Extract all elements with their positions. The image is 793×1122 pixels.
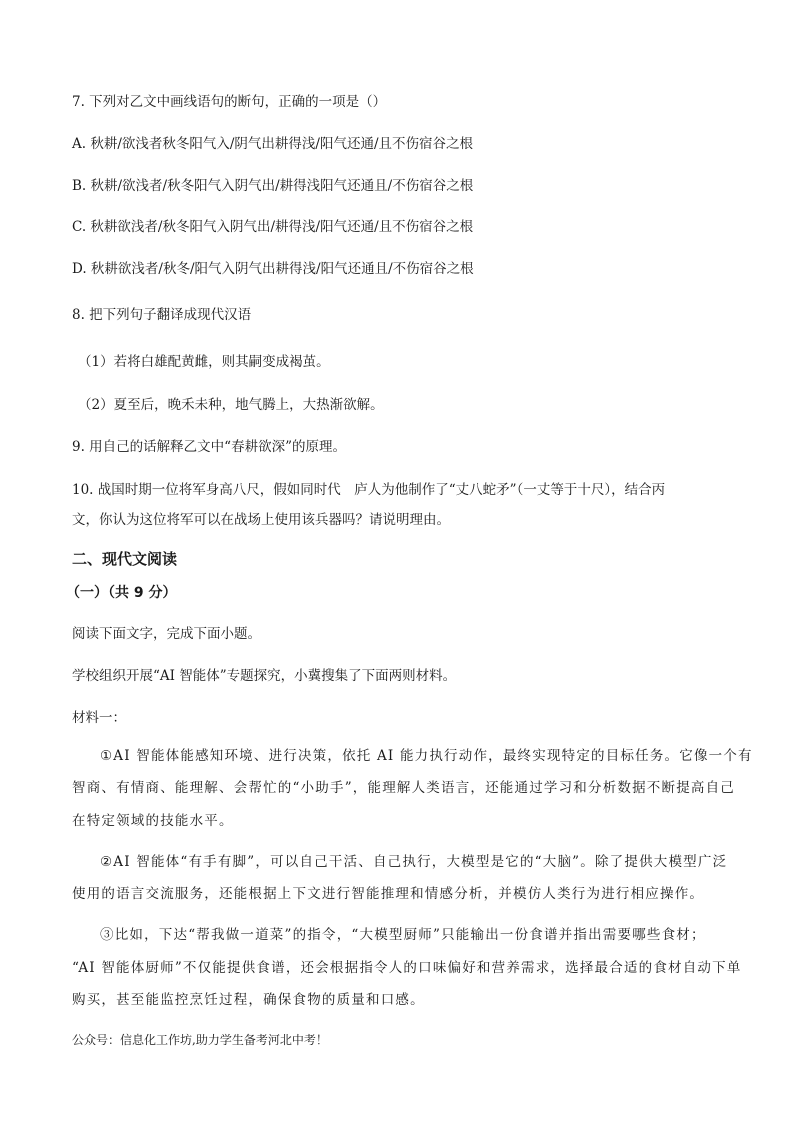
- material-label: 材料一：: [72, 710, 126, 726]
- material-p2-line-1: ②AI 智能体“有手有脚”，可以自己干活、自己执行，大模型是它的“大脑”。除了提供大模型广泛: [100, 854, 728, 870]
- q8-item-2: （2）夏至后，晚禾未种，地气腾上，大热渐欲解。: [78, 397, 384, 413]
- q9-stem: 9. 用自己的话解释乙文中“春耕欲深”的原理。: [72, 439, 346, 455]
- q7-option-c: C. 秋耕欲浅者/秋冬阳气入阴气出/耕得浅/阳气还通/且不伤宿谷之根: [72, 219, 474, 235]
- q7-stem: 7. 下列对乙文中画线语句的断句，正确的一项是（）: [72, 94, 387, 110]
- material-p3-line-1: ③比如，下达“帮我做一道菜”的指令，“大模型厨师”只能输出一份食谱并指出需要哪些食材；: [100, 927, 706, 943]
- footer-note: 公众号：信息化工作坊,助力学生备考河北中考！: [72, 1033, 328, 1047]
- section-part: （一）（共 9 分）: [66, 585, 177, 601]
- material-p1-line-2: 智商、有情商、能理解、会帮忙的“小助手”，能理解人类语言，还能通过学习和分析数据不断提高自己: [72, 780, 736, 796]
- q10-line-2: 文，你认为这位将军可以在战场上使用该兵器吗？请说明理由。: [72, 512, 450, 528]
- q7-option-a: A. 秋耕/欲浅者秋冬阳气入/阴气出耕得浅/阳气还通/且不伤宿谷之根: [72, 136, 474, 152]
- q8-stem: 8. 把下列句子翻译成现代汉语: [72, 307, 252, 323]
- section-instruction: 阅读下面文字，完成下面小题。: [72, 626, 261, 642]
- material-p1-line-3: 在特定领域的技能水平。: [72, 813, 234, 829]
- material-p1-line-1: ①AI 智能体能感知环境、进行决策，依托 AI 能力执行动作，最终实现特定的目标任务。它像一个有: [100, 748, 753, 764]
- material-p2-line-2: 使用的语言交流服务，还能根据上下文进行智能推理和情感分析，并模仿人类行为进行相应操作。: [72, 886, 705, 902]
- material-p3-line-3: 购买，甚至能监控烹饪过程，确保食物的质量和口感。: [72, 992, 425, 1008]
- q7-option-d: D. 秋耕欲浅者/秋冬/阳气入阴气出耕得浅/阳气还通且/不伤宿谷之根: [72, 261, 474, 277]
- section-title: 二、现代文阅读: [72, 550, 178, 568]
- q8-item-1: （1）若将白雄配黄雌，则其嗣变成褐茧。: [78, 354, 330, 370]
- material-p3-line-2: “AI 智能体厨师”不仅能提供食谱，还会根据指令人的口味偏好和营养需求，选择最合适的食材自动下单: [72, 960, 742, 976]
- q10-line-1: 10. 战国时期一位将军身高八尺，假如同时代 庐人为他制作了“丈八蛇矛”（一丈等于十尺），结合丙: [72, 482, 666, 498]
- q7-option-b: B. 秋耕/欲浅者/秋冬阳气入阴气出/耕得浅阳气还通且/不伤宿谷之根: [72, 178, 474, 194]
- section-intro: 学校组织开展“AI 智能体”专题探究，小冀搜集了下面两则材料。: [72, 668, 457, 684]
